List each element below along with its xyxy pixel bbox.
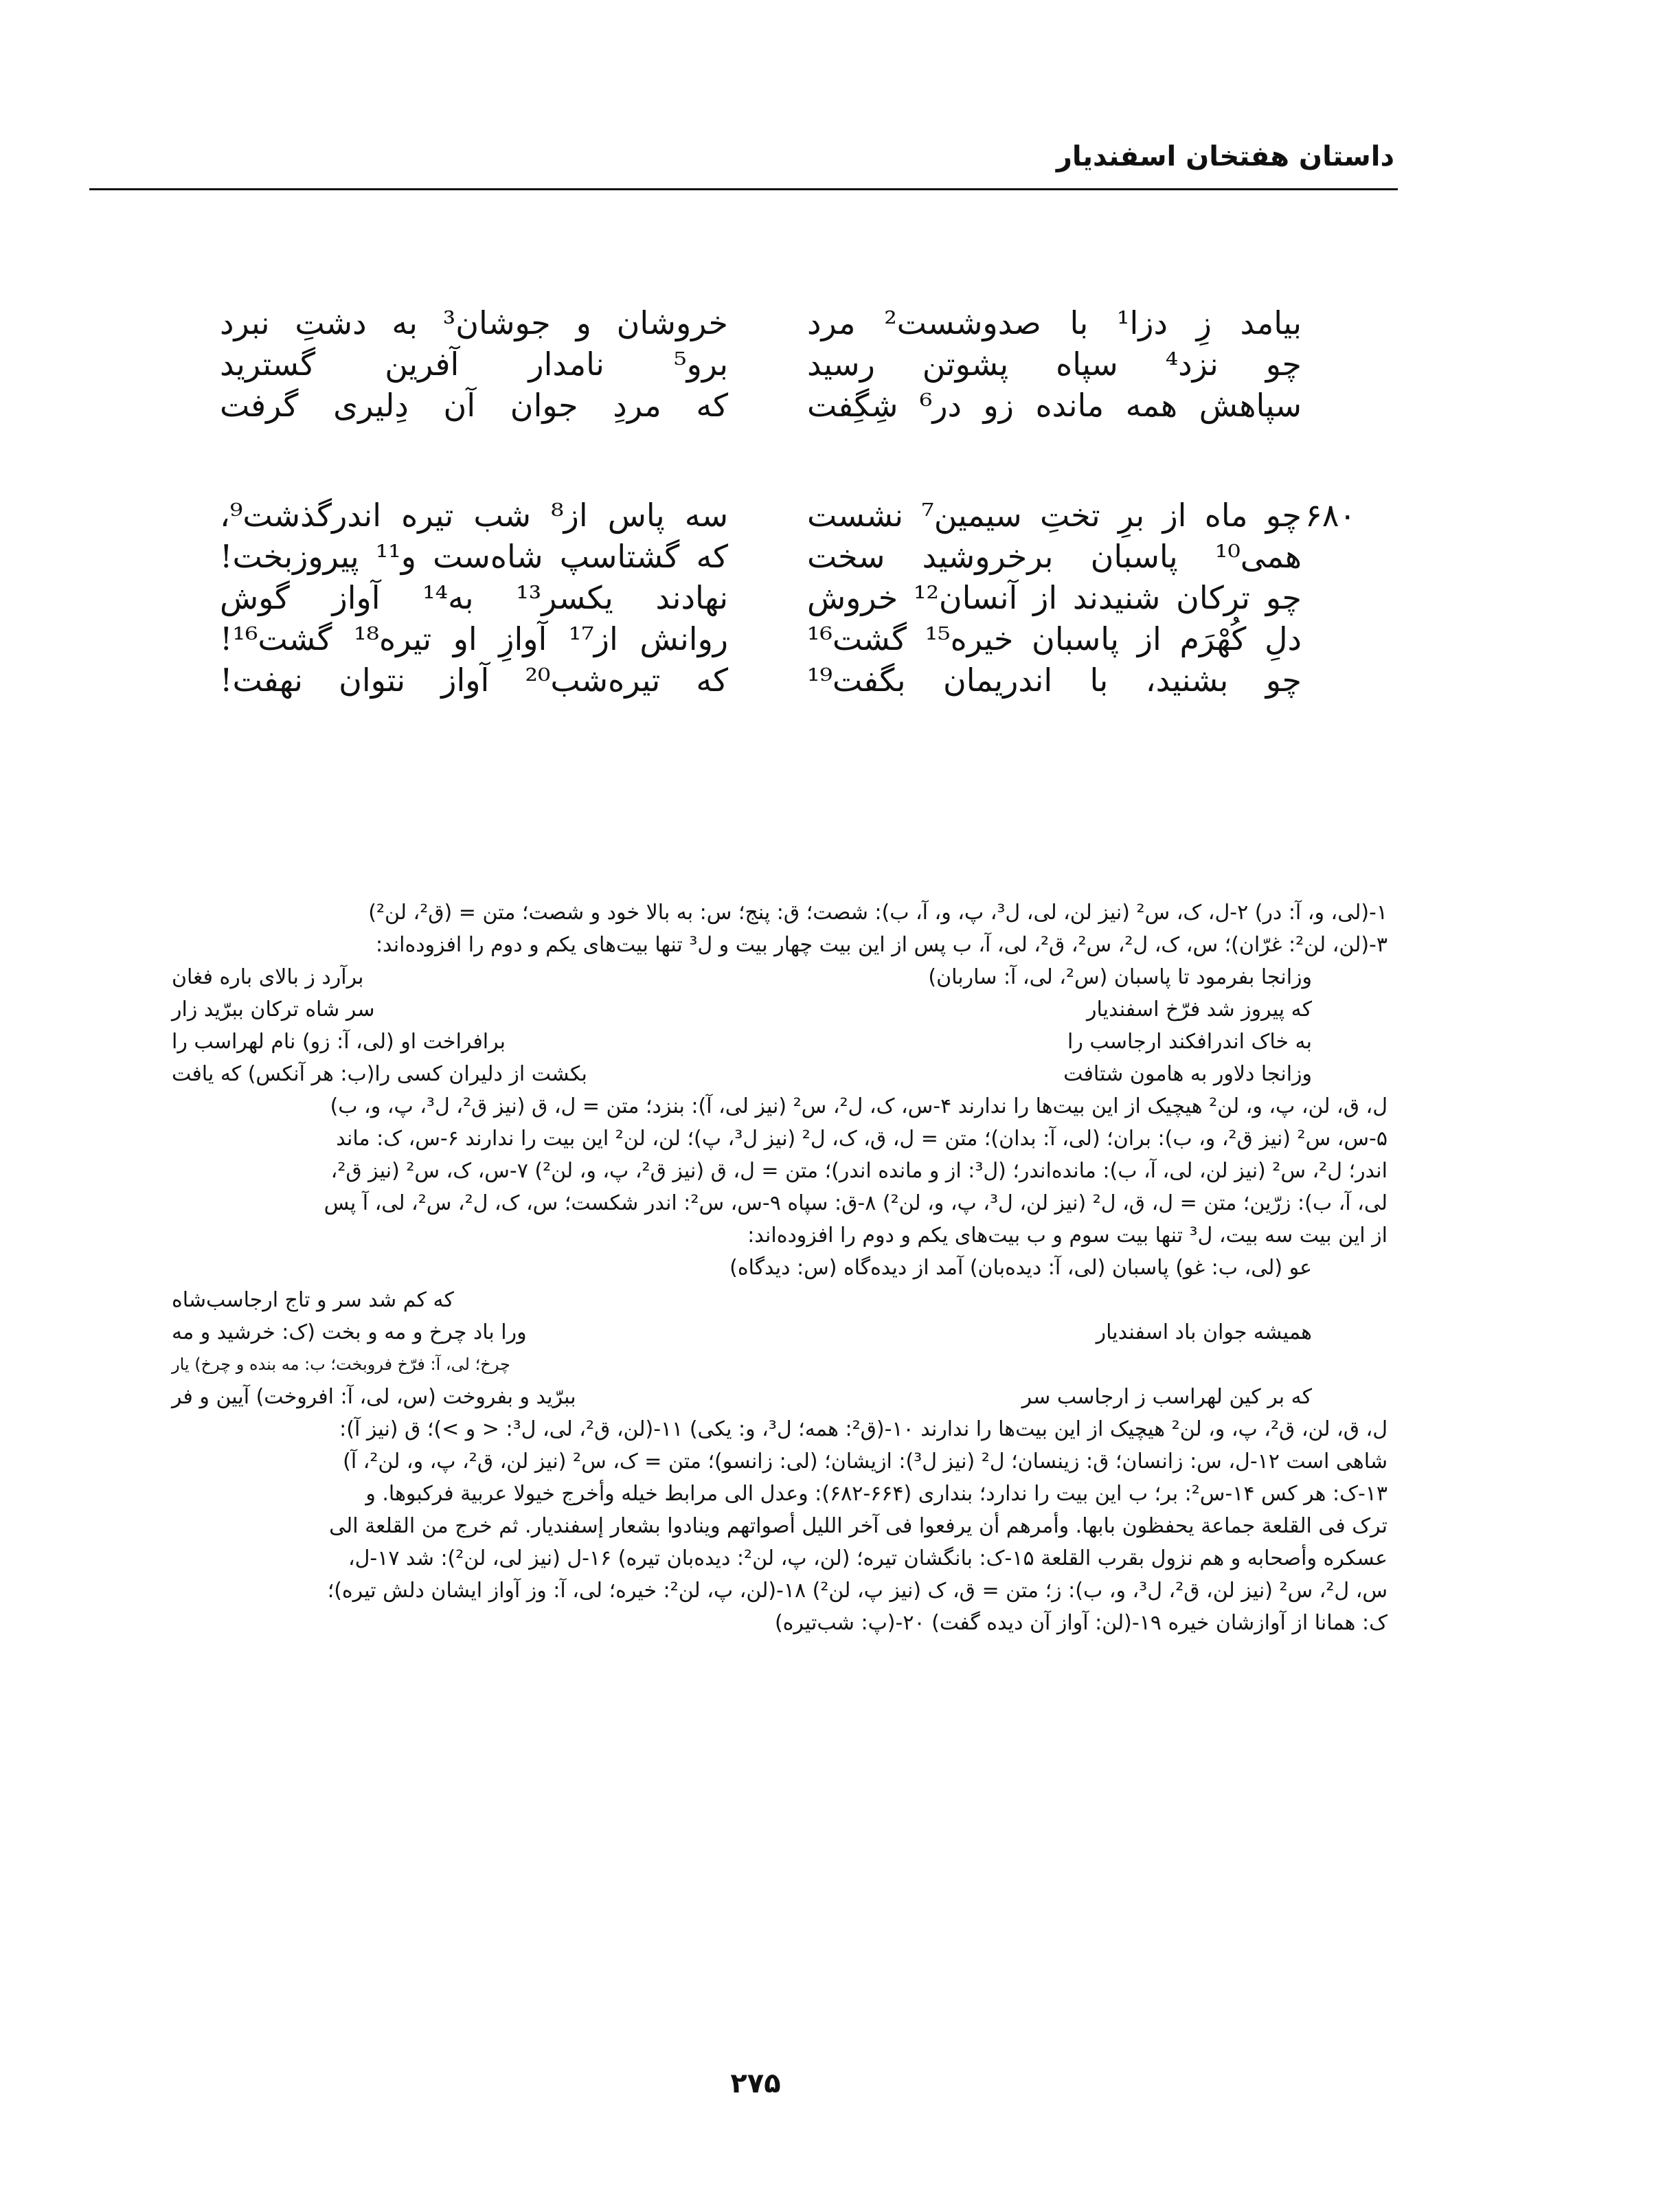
footnote-line: ل، ق، لن، پ، و، لن² هیچیک از این بیت‌ها را ندارند ۴-س، ک، ل²، س² (نیز لی، آ): بنزد؛ متن = ل، ق (نیز ق²، ل³، پ، و، ب) [330, 1094, 1388, 1118]
verse-line: که گشتاسپ شاه‌ست و¹¹ پیروزبخت! [220, 538, 729, 575]
footnote-verse [96, 1026, 1388, 1058]
verse-line: نهادند یکسر¹³ به¹⁴ آواز گوش [220, 579, 728, 616]
verse-number: ۶۸۰ [1305, 497, 1357, 534]
verse-line: سپاهش همه مانده زو در⁶ شِگِفت [807, 387, 1302, 424]
verse-line: همی¹⁰ پاسبان برخروشید سخت [807, 538, 1302, 575]
footnote-line: ک: همانا از آوازشان خیره ۱۹-(لن: آواز آن دیده گفت) ۲۰-(پ: شب‌تیره) [774, 1611, 1388, 1635]
footnote-line: لی، آ، ب): زرّین؛ متن = ل، ق، ل² (نیز لن، ل³، پ، و، لن²) ۸-ق: سپاه ۹-س، س²: اندر شکست؛ س، ک، ل²، س²، لی، آ پس [324, 1191, 1388, 1215]
footnote-verse [96, 1316, 1388, 1348]
verse-line: چو نزد⁴ سپاه پشوتن رسید [807, 346, 1302, 383]
footnote-line: س، ل²، س² (نیز لن، ق²، ل³، و، ب): ز؛ متن = ق، ک (نیز پ، لن²) ۱۸-(لن، پ، لن²: خیره؛ لی، آ: وز آواز ایشان دلش تیره)؛ [327, 1579, 1388, 1603]
stanza2-left-hemistichs [220, 495, 728, 701]
verse-line: سه پاس از⁸ شب تیره اندرگذشت⁹، [220, 497, 728, 534]
verse-line: که مردِ جوان آن دِلیری گرفت [220, 387, 728, 424]
verse-line: بیامد زِ دزا¹ با صدوشست² مرد [807, 304, 1302, 341]
verse-line: چو ترکان شنیدند از آنسان¹² خروش [807, 579, 1302, 616]
footnote-verse-left: ببرّید و بفروخت (س، لی، آ: افروخت) آیین و فر [172, 1385, 576, 1409]
footnote-verse-right: که بر کین لهراسب ز ارجاسب سر [1021, 1385, 1312, 1409]
footnote-verse-right: همیشه جوان باد اسفندیار [1096, 1320, 1312, 1344]
verse-line: روانش از¹⁷ آوازِ او تیره¹⁸ گشت¹⁶! [220, 620, 728, 657]
footnotes [96, 896, 1388, 1639]
stanza2-right-hemistichs [807, 495, 1302, 701]
footnote-line: ترک فی القلعة جماعة یحفظون بابها. وأمرهم أن یرفعوا فی آخر اللیل أصواتهم وینادوا بشعار إسفندیار. ثم خرج من القلعة الی [329, 1514, 1388, 1538]
footnote-line: از این بیت سه بیت، ل³ تنها بیت سوم و ب بیت‌های یکم و دوم را افزوده‌اند: [747, 1223, 1388, 1248]
running-head-title: داستان هفتخان اسفندیار [1056, 141, 1394, 172]
footnote-verse [96, 1284, 1388, 1316]
verse-line: چو ماه از برِ تختِ سیمین⁷ نشست [807, 497, 1302, 534]
footnote-line: ۳-(لن، لن²: غرّان)؛ س، ک، ل²، س²، ق²، لی، آ، ب پس از این بیت چهار بیت و ل³ تنها بیت‌های یکم و دوم را افزوده‌اند: [375, 933, 1388, 957]
verse-line: دلِ کُهْرَم از پاسبان خیره¹⁵ گشت¹⁶ [807, 620, 1302, 657]
footnote-line: ۱۳-ک: هر کس ۱۴-س²: بر؛ ب این بیت را ندارد؛ بنداری (۶۶۴-۶۸۲): وعدل الی مرابط خیله وأخرج خیولا عربیة فرکبوها. و [365, 1482, 1388, 1506]
footnote-verse [96, 1058, 1388, 1090]
verse-line: که تیره‌شب²⁰ آواز نتوان نهفت! [220, 662, 728, 699]
page-number: ۲۷۵ [730, 2068, 781, 2099]
header-rule [89, 188, 1398, 190]
verse-line: چو بشنید، با اندریمان بگفت¹⁹ [807, 662, 1302, 699]
footnote-verse-left: برافراخت او (لی، آ: زو) نام لهراسب را [172, 1030, 506, 1054]
footnote-verse [96, 1348, 1388, 1381]
footnote-line: عسکره وأصحابه و هم نزول بقرب القلعة ۱۵-ک: بانگشان تیره؛ (لن، پ، لن²: دیده‌بان تیره) ۱۶-ل (نیز لی، لن²): شد ۱۷-ل، [348, 1546, 1388, 1570]
footnote-line: ۵-س، س² (نیز ق²، و، ب): بران؛ (لی، آ: بدان)؛ متن = ل، ق، ک، ل² (نیز ل³، پ)؛ لن، لن² این بیت را ندارند ۶-س، ک: ماند [336, 1127, 1388, 1151]
footnote-verse-right: وزانجا دلاور به هامون شتافت [1063, 1062, 1312, 1086]
footnote-verse-left: ورا باد چرخ و مه و بخت (ک: خرشید و مه [172, 1320, 527, 1344]
stanza1-right-hemistichs [807, 302, 1302, 426]
footnote-verse-left: سر شاه ترکان ببرّید زار [172, 997, 375, 1022]
footnote-line: ل، ق، لن، ق²، پ، و، لن² هیچیک از این بیت‌ها را ندارند ۱۰-(ق²: همه؛ ل³، و: یکی) ۱۱-(لن، ق²، لی، ل³: < و >)؛ ق (نیز آ): [339, 1417, 1388, 1441]
footnote-verse-left: برآرد ز بالای باره فغان [172, 965, 364, 989]
footnote-verse-left: که کم شد سر و تاج ارجاسب‌شاه [172, 1288, 454, 1312]
footnote-verse-right: وزانجا بفرمود تا پاسبان (س²، لی، آ: ساربان) [928, 965, 1312, 989]
stanza1-left-hemistichs [220, 302, 728, 426]
footnote-verse-right: به خاک اندرافکند ارجاسب را [1067, 1030, 1312, 1054]
footnote-line: ۱-(لی، و، آ: در) ۲-ل، ک، س² (نیز لن، لی، ل³، پ، و، آ، ب): شصت؛ ق: پنج؛ س: به بالا خود و شصت؛ متن = (ق²، لن²) [368, 901, 1388, 925]
footnote-line: عو (لی، ب: غو) پاسبان (لی، آ: دیده‌بان) آمد از دیده‌گاه (س: دیدگاه) [729, 1256, 1312, 1280]
footnote-line: شاهی است ۱۲-ل، س: زانسان؛ ق: زینسان؛ ل² (نیز ل³): ازیشان؛ (لی: زانسو)؛ متن = ک، س² (نیز لن، ق²، پ، و، لن²، آ) [343, 1449, 1388, 1474]
footnote-verse-left: بکشت از دلیران کسی را(ب: هر آنکس) که یافت [172, 1062, 587, 1086]
footnote-verse [96, 993, 1388, 1026]
footnote-verse-right: که پیروز شد فرّخ اسفندیار [1086, 997, 1312, 1022]
verse-line: خروشان و جوشان³ به دشتِ نبرد [220, 304, 728, 341]
footnote-line: اندر؛ ل²، س² (نیز لن، لی، آ، ب): مانده‌اندر؛ (ل³: از و مانده اندر)؛ متن = ل، ق (نیز ق²، پ، و، لن²) ۷-س، ک، س² (نیز ق²، [330, 1159, 1388, 1183]
footnote-verse [96, 1381, 1388, 1413]
footnote-verse-left: چرخ؛ لی، آ: فرّخ فروبخت؛ ب: مه بنده و چرخ) یار [172, 1355, 510, 1374]
verse-line: برو⁵ نامدار آفرین گسترید [220, 346, 728, 383]
footnote-verse [96, 961, 1388, 993]
